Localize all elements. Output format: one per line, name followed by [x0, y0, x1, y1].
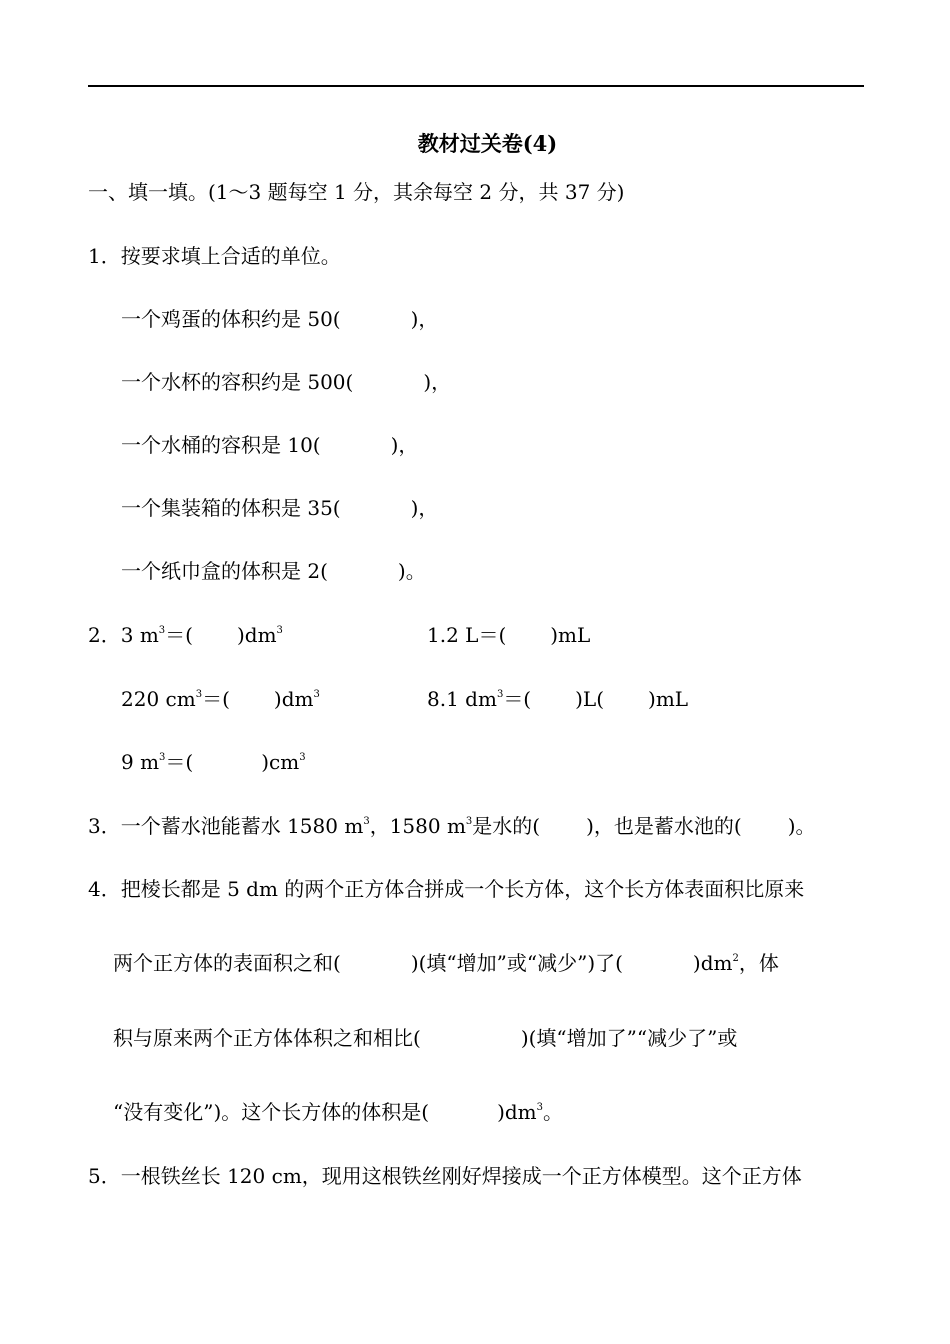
q2-b: 1.2 L＝( )mL [427, 623, 591, 647]
header-rule [88, 85, 864, 87]
q1-item-4: 一个集装箱的体积是 35( )， [121, 496, 439, 520]
q2-a: 2．3 $m^3=$( )$dm^3$ [88, 623, 283, 647]
q4-line-2: 两个正方体的表面积之和( )(填“增加”或“减少”)了( )$dm^2$，体 [113, 951, 779, 975]
section-heading: 一、填一填。(1～3 题每空 1 分，其余每空 2 分，共 37 分) [88, 180, 625, 204]
q4-line-1: 4．把棱长都是 5 dm 的两个正方体合拼成一个长方体，这个长方体表面积比原来 [88, 877, 805, 901]
q1-item-2: 一个水杯的容积约是 500( )， [121, 370, 452, 394]
q3: 3．一个蓄水池能蓄水 1580 $m^3$，1580 $m^3$是水的( )，也是蓄水池的( )。 [88, 814, 816, 838]
q2-c: 220 $cm^3=$( )$dm^3$ [121, 687, 320, 711]
q1-item-5: 一个纸巾盒的体积是 2( )。 [121, 559, 426, 583]
page-title: 教材过关卷(4) [417, 131, 558, 156]
q2-d: 8.1 $dm^3=$( )L( )mL [427, 687, 689, 711]
q1-item-3: 一个水桶的容积是 10( )， [121, 433, 419, 457]
q4-line-3: 积与原来两个正方体体积之和相比( )(填“增加了”“减少了”或 [113, 1026, 738, 1050]
q5-line-1: 5．一根铁丝长 120 cm，现用这根铁丝刚好焊接成一个正方体模型。这个正方体 [88, 1164, 802, 1188]
q2-e: 9 $m^3=$( )$cm^3$ [121, 750, 306, 774]
q1-item-1: 一个鸡蛋的体积约是 50( )， [121, 307, 439, 331]
q1-stem: 1．按要求填上合适的单位。 [88, 244, 341, 268]
q4-line-4: “没有变化”)。这个长方体的体积是( )$dm^3$。 [113, 1100, 564, 1124]
